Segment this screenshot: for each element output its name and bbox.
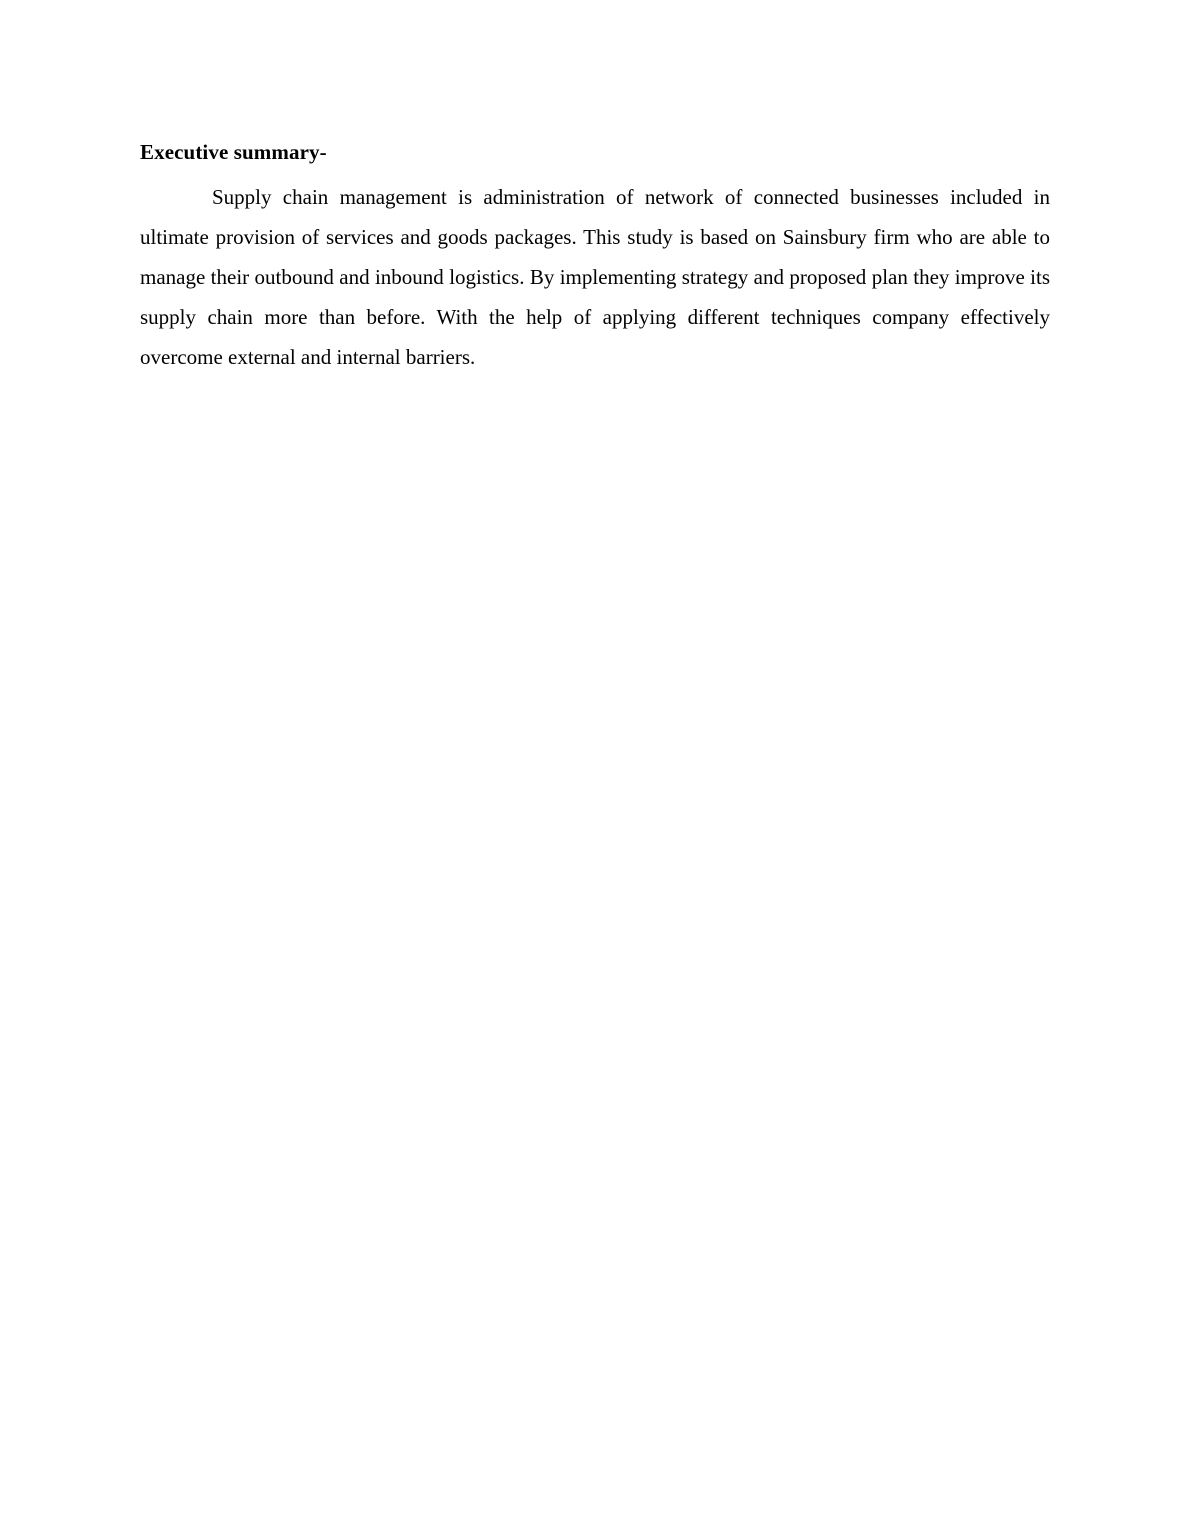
executive-summary-paragraph: Supply chain management is administration of network of connected businesses included in ultimate provision of services and goods packages. This study is based on Sainsbury firm who are able to manage their outbound and inbound logistics. By implementing strategy and proposed plan they improve its supply chain more than before. With the help of applying different techniques company effectively overcome external and internal barriers. [140, 185, 1050, 370]
page-title: Executive summary- [140, 140, 327, 164]
